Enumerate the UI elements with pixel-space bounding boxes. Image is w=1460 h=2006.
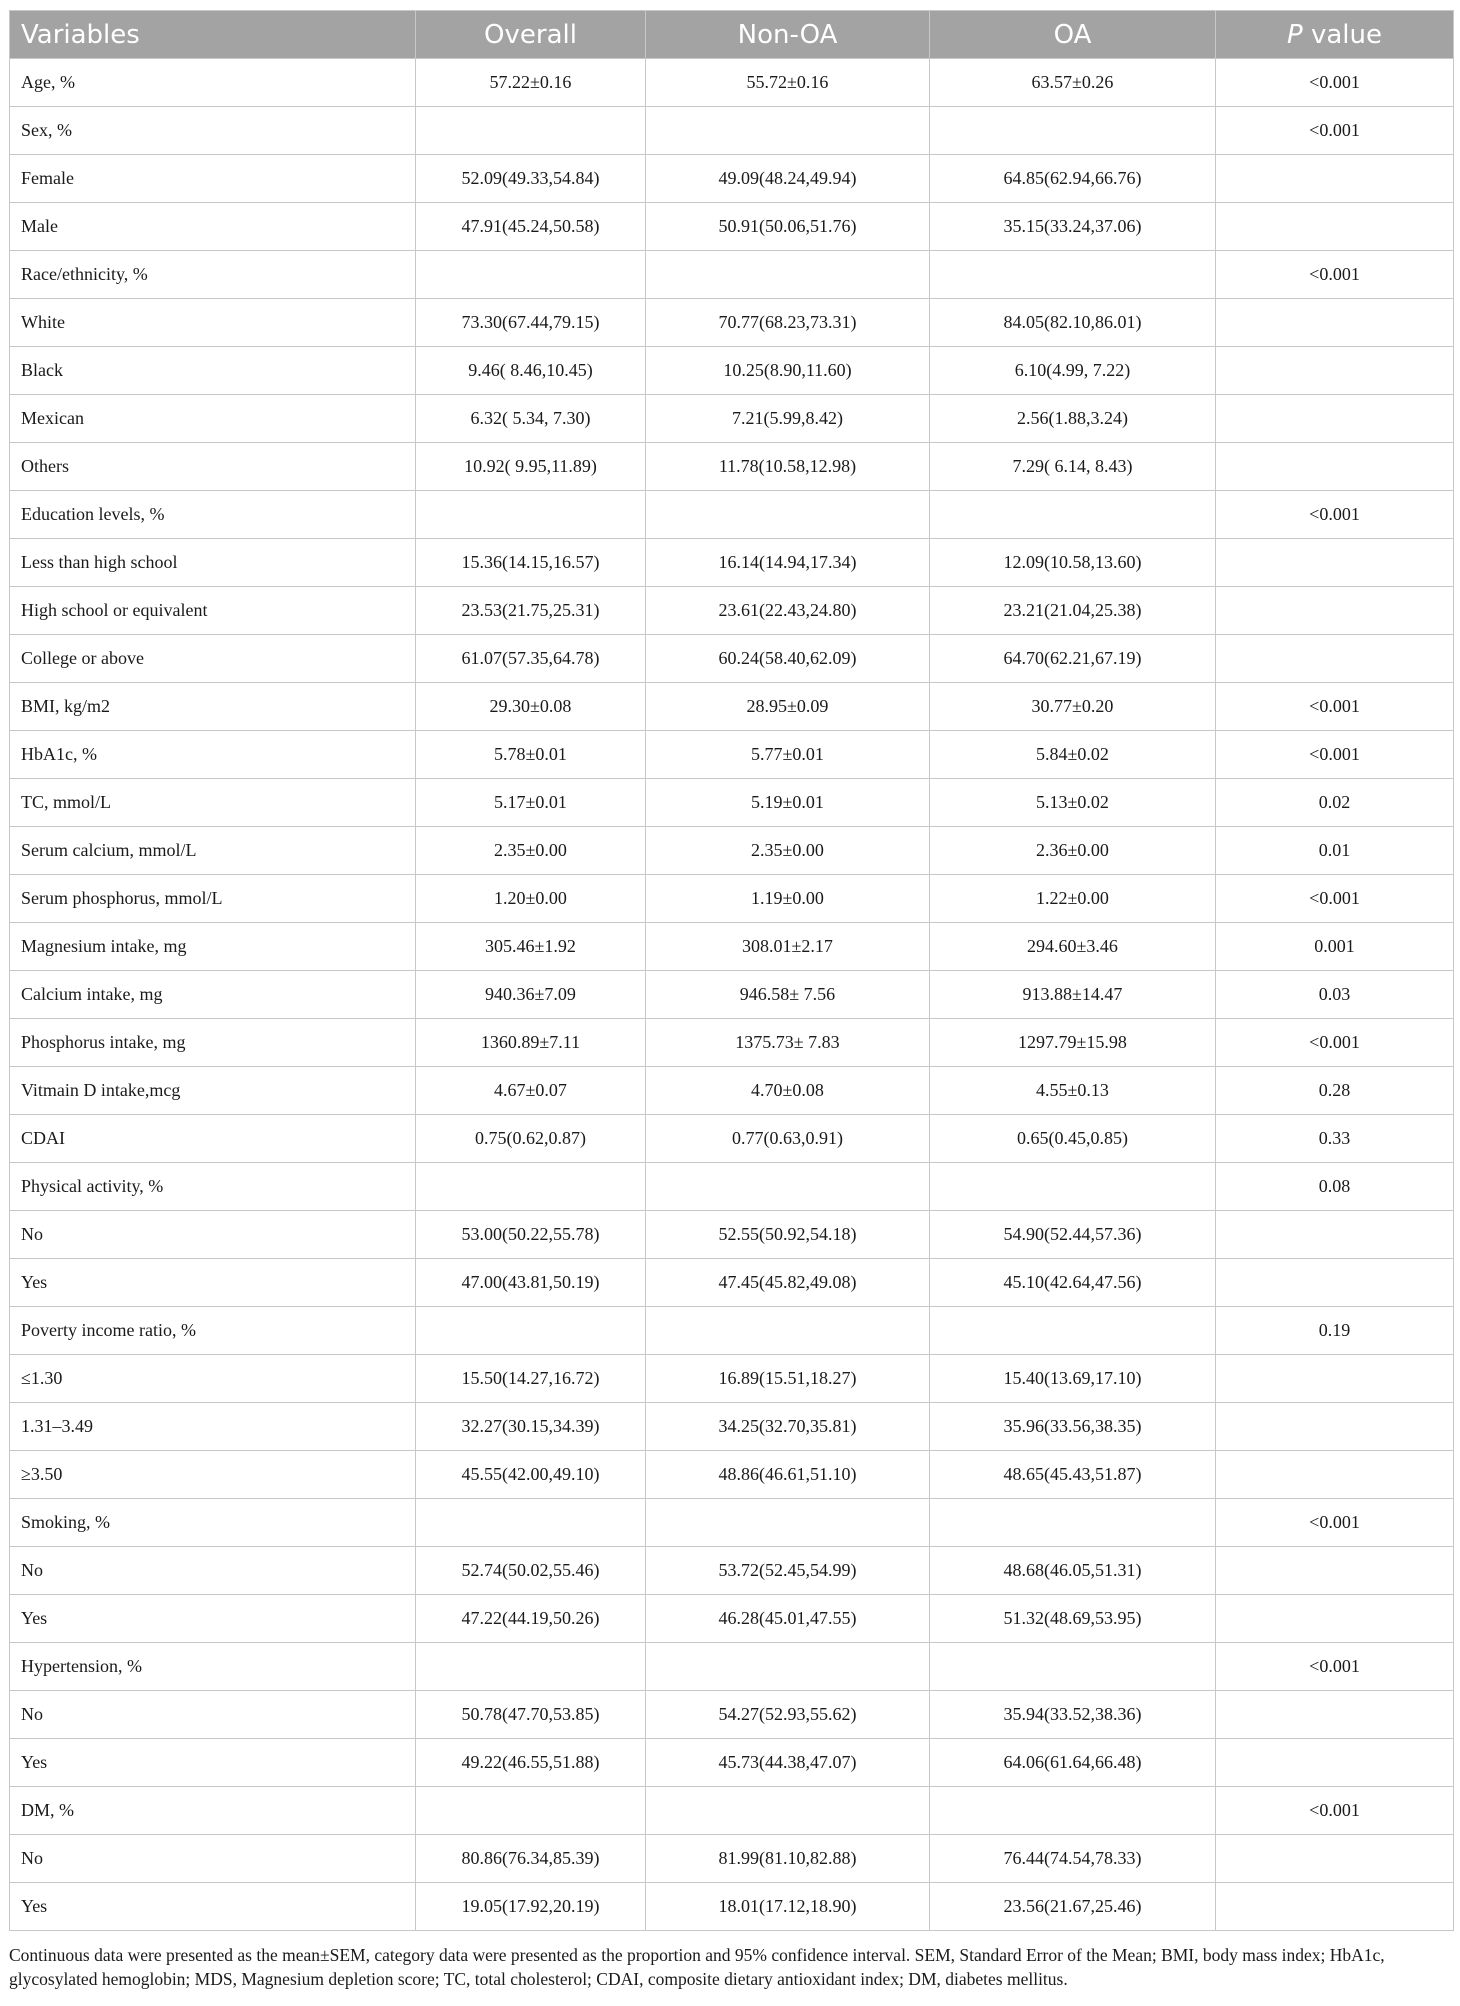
cell-overall: 52.74(50.02,55.46) [416, 1547, 646, 1595]
cell-p-value: <0.001 [1216, 1019, 1454, 1067]
table-row [10, 107, 1454, 155]
cell-non-oa [646, 1307, 930, 1355]
cell-p-value [1216, 443, 1454, 491]
table-row [10, 971, 1454, 1019]
cell-overall [416, 107, 646, 155]
cell-overall: 52.09(49.33,54.84) [416, 155, 646, 203]
cell-variable: No [10, 1211, 416, 1259]
cell-non-oa: 7.21(5.99,8.42) [646, 395, 930, 443]
cell-non-oa: 81.99(81.10,82.88) [646, 1835, 930, 1883]
table-row [10, 203, 1454, 251]
cell-non-oa: 16.89(15.51,18.27) [646, 1355, 930, 1403]
cell-oa [930, 1643, 1216, 1691]
header-oa: OA [930, 11, 1216, 59]
cell-variable: TC, mmol/L [10, 779, 416, 827]
cell-variable: Less than high school [10, 539, 416, 587]
cell-oa: 63.57±0.26 [930, 59, 1216, 107]
cell-p-value: <0.001 [1216, 59, 1454, 107]
cell-variable: Hypertension, % [10, 1643, 416, 1691]
cell-overall: 23.53(21.75,25.31) [416, 587, 646, 635]
cell-non-oa: 34.25(32.70,35.81) [646, 1403, 930, 1451]
cell-overall: 29.30±0.08 [416, 683, 646, 731]
cell-variable: Mexican [10, 395, 416, 443]
cell-overall [416, 251, 646, 299]
cell-oa: 35.94(33.52,38.36) [930, 1691, 1216, 1739]
cell-non-oa: 52.55(50.92,54.18) [646, 1211, 930, 1259]
cell-p-value [1216, 1835, 1454, 1883]
table-row [10, 1595, 1454, 1643]
cell-p-value [1216, 347, 1454, 395]
cell-oa: 5.13±0.02 [930, 779, 1216, 827]
table-row [10, 683, 1454, 731]
cell-p-value [1216, 299, 1454, 347]
cell-non-oa: 10.25(8.90,11.60) [646, 347, 930, 395]
cell-p-value: 0.02 [1216, 779, 1454, 827]
cell-p-value [1216, 1595, 1454, 1643]
cell-p-value: 0.28 [1216, 1067, 1454, 1115]
cell-variable: Poverty income ratio, % [10, 1307, 416, 1355]
cell-overall: 50.78(47.70,53.85) [416, 1691, 646, 1739]
table-row [10, 1787, 1454, 1835]
baseline-characteristics-table [9, 10, 1454, 1931]
cell-oa: 1297.79±15.98 [930, 1019, 1216, 1067]
cell-variable: Sex, % [10, 107, 416, 155]
table-row [10, 155, 1454, 203]
cell-variable: Phosphorus intake, mg [10, 1019, 416, 1067]
cell-overall: 47.22(44.19,50.26) [416, 1595, 646, 1643]
cell-non-oa: 70.77(68.23,73.31) [646, 299, 930, 347]
cell-non-oa: 60.24(58.40,62.09) [646, 635, 930, 683]
cell-oa: 7.29( 6.14, 8.43) [930, 443, 1216, 491]
cell-non-oa [646, 1643, 930, 1691]
cell-variable: No [10, 1547, 416, 1595]
cell-p-value: 0.001 [1216, 923, 1454, 971]
table-row [10, 1643, 1454, 1691]
cell-non-oa [646, 251, 930, 299]
cell-overall: 15.50(14.27,16.72) [416, 1355, 646, 1403]
cell-p-value: <0.001 [1216, 731, 1454, 779]
cell-non-oa [646, 1787, 930, 1835]
cell-oa: 2.36±0.00 [930, 827, 1216, 875]
cell-oa: 1.22±0.00 [930, 875, 1216, 923]
header-p-letter: P [1287, 19, 1303, 50]
table-row [10, 347, 1454, 395]
cell-non-oa: 308.01±2.17 [646, 923, 930, 971]
cell-p-value: <0.001 [1216, 251, 1454, 299]
cell-p-value: <0.001 [1216, 107, 1454, 155]
header-p-value [1216, 11, 1454, 59]
cell-overall [416, 1787, 646, 1835]
cell-overall: 4.67±0.07 [416, 1067, 646, 1115]
cell-p-value: <0.001 [1216, 1643, 1454, 1691]
table-row [10, 923, 1454, 971]
cell-overall: 57.22±0.16 [416, 59, 646, 107]
cell-non-oa: 54.27(52.93,55.62) [646, 1691, 930, 1739]
table-row [10, 875, 1454, 923]
cell-oa [930, 1307, 1216, 1355]
cell-oa: 76.44(74.54,78.33) [930, 1835, 1216, 1883]
table-row [10, 299, 1454, 347]
cell-non-oa: 5.19±0.01 [646, 779, 930, 827]
cell-oa [930, 251, 1216, 299]
cell-non-oa: 5.77±0.01 [646, 731, 930, 779]
table-container [9, 10, 1453, 1991]
cell-oa: 54.90(52.44,57.36) [930, 1211, 1216, 1259]
cell-variable: Yes [10, 1595, 416, 1643]
cell-non-oa [646, 1163, 930, 1211]
cell-non-oa: 1.19±0.00 [646, 875, 930, 923]
table-row [10, 1067, 1454, 1115]
cell-non-oa: 16.14(14.94,17.34) [646, 539, 930, 587]
cell-variable: Yes [10, 1883, 416, 1931]
cell-oa: 23.56(21.67,25.46) [930, 1883, 1216, 1931]
cell-variable: Serum calcium, mmol/L [10, 827, 416, 875]
cell-p-value [1216, 203, 1454, 251]
cell-variable: High school or equivalent [10, 587, 416, 635]
table-row [10, 251, 1454, 299]
table-row [10, 1355, 1454, 1403]
cell-p-value [1216, 1739, 1454, 1787]
cell-non-oa: 48.86(46.61,51.10) [646, 1451, 930, 1499]
cell-variable: Age, % [10, 59, 416, 107]
cell-variable: Magnesium intake, mg [10, 923, 416, 971]
table-row [10, 1307, 1454, 1355]
cell-variable: Others [10, 443, 416, 491]
cell-p-value: <0.001 [1216, 491, 1454, 539]
cell-variable: CDAI [10, 1115, 416, 1163]
cell-overall: 53.00(50.22,55.78) [416, 1211, 646, 1259]
cell-variable: White [10, 299, 416, 347]
header-non-oa: Non-OA [646, 11, 930, 59]
cell-oa: 2.56(1.88,3.24) [930, 395, 1216, 443]
cell-oa: 15.40(13.69,17.10) [930, 1355, 1216, 1403]
cell-non-oa: 47.45(45.82,49.08) [646, 1259, 930, 1307]
cell-p-value: 0.01 [1216, 827, 1454, 875]
table-row [10, 1211, 1454, 1259]
cell-oa [930, 107, 1216, 155]
table-row [10, 779, 1454, 827]
cell-non-oa [646, 107, 930, 155]
cell-variable: Female [10, 155, 416, 203]
cell-variable: No [10, 1835, 416, 1883]
cell-oa: 45.10(42.64,47.56) [930, 1259, 1216, 1307]
table-row [10, 1883, 1454, 1931]
cell-overall: 6.32( 5.34, 7.30) [416, 395, 646, 443]
cell-variable: DM, % [10, 1787, 416, 1835]
table-row [10, 443, 1454, 491]
cell-overall: 0.75(0.62,0.87) [416, 1115, 646, 1163]
table-row [10, 1019, 1454, 1067]
cell-p-value [1216, 155, 1454, 203]
cell-non-oa: 55.72±0.16 [646, 59, 930, 107]
cell-oa: 64.06(61.64,66.48) [930, 1739, 1216, 1787]
cell-variable: 1.31–3.49 [10, 1403, 416, 1451]
table-row [10, 1163, 1454, 1211]
cell-p-value [1216, 587, 1454, 635]
cell-overall: 73.30(67.44,79.15) [416, 299, 646, 347]
cell-variable: Education levels, % [10, 491, 416, 539]
cell-non-oa: 46.28(45.01,47.55) [646, 1595, 930, 1643]
cell-p-value [1216, 395, 1454, 443]
header-overall: Overall [416, 11, 646, 59]
cell-oa: 35.96(33.56,38.35) [930, 1403, 1216, 1451]
cell-p-value: 0.03 [1216, 971, 1454, 1019]
table-row [10, 1451, 1454, 1499]
table-row [10, 1499, 1454, 1547]
cell-p-value [1216, 1451, 1454, 1499]
cell-overall: 15.36(14.15,16.57) [416, 539, 646, 587]
cell-variable: HbA1c, % [10, 731, 416, 779]
cell-oa: 35.15(33.24,37.06) [930, 203, 1216, 251]
cell-variable: Vitmain D intake,mcg [10, 1067, 416, 1115]
cell-variable: Race/ethnicity, % [10, 251, 416, 299]
cell-oa: 48.68(46.05,51.31) [930, 1547, 1216, 1595]
header-p-word: value [1310, 19, 1382, 50]
cell-non-oa: 49.09(48.24,49.94) [646, 155, 930, 203]
cell-p-value [1216, 1259, 1454, 1307]
cell-non-oa: 18.01(17.12,18.90) [646, 1883, 930, 1931]
cell-variable: Yes [10, 1259, 416, 1307]
cell-overall [416, 491, 646, 539]
cell-variable: Calcium intake, mg [10, 971, 416, 1019]
cell-variable: Black [10, 347, 416, 395]
cell-variable: College or above [10, 635, 416, 683]
cell-oa: 64.70(62.21,67.19) [930, 635, 1216, 683]
cell-overall: 47.00(43.81,50.19) [416, 1259, 646, 1307]
cell-oa: 23.21(21.04,25.38) [930, 587, 1216, 635]
table-row [10, 1403, 1454, 1451]
cell-oa: 12.09(10.58,13.60) [930, 539, 1216, 587]
cell-non-oa: 2.35±0.00 [646, 827, 930, 875]
cell-overall [416, 1643, 646, 1691]
cell-overall: 5.78±0.01 [416, 731, 646, 779]
table-row [10, 539, 1454, 587]
table-row [10, 1691, 1454, 1739]
cell-variable: Serum phosphorus, mmol/L [10, 875, 416, 923]
cell-variable: ≥3.50 [10, 1451, 416, 1499]
cell-overall: 61.07(57.35,64.78) [416, 635, 646, 683]
cell-p-value: <0.001 [1216, 875, 1454, 923]
cell-overall [416, 1307, 646, 1355]
cell-variable: BMI, kg/m2 [10, 683, 416, 731]
table-row [10, 635, 1454, 683]
cell-non-oa: 4.70±0.08 [646, 1067, 930, 1115]
cell-p-value: 0.08 [1216, 1163, 1454, 1211]
cell-p-value: <0.001 [1216, 1499, 1454, 1547]
cell-overall: 1360.89±7.11 [416, 1019, 646, 1067]
cell-non-oa: 50.91(50.06,51.76) [646, 203, 930, 251]
cell-p-value: 0.33 [1216, 1115, 1454, 1163]
cell-p-value [1216, 635, 1454, 683]
cell-variable: Smoking, % [10, 1499, 416, 1547]
table-footnote: Continuous data were presented as the mean±SEM, category data were presented as the proportion and 95% confidence interval. SEM, Standard Error of the Mean; BMI, body mass index; HbA1c, glycosylated hemoglobin; MDS, Magnesium depletion score; TC, total cholesterol; CDAI, composite dietary antioxidant index; DM, diabetes mellitus. [9, 1945, 1385, 1989]
table-row [10, 1259, 1454, 1307]
cell-oa [930, 1787, 1216, 1835]
cell-overall: 49.22(46.55,51.88) [416, 1739, 646, 1787]
cell-p-value [1216, 1355, 1454, 1403]
cell-oa: 64.85(62.94,66.76) [930, 155, 1216, 203]
cell-non-oa: 1375.73± 7.83 [646, 1019, 930, 1067]
table-row [10, 491, 1454, 539]
cell-variable: Physical activity, % [10, 1163, 416, 1211]
cell-oa: 913.88±14.47 [930, 971, 1216, 1019]
cell-non-oa [646, 1499, 930, 1547]
cell-overall: 940.36±7.09 [416, 971, 646, 1019]
table-row [10, 395, 1454, 443]
cell-oa: 6.10(4.99, 7.22) [930, 347, 1216, 395]
cell-p-value: 0.19 [1216, 1307, 1454, 1355]
cell-variable: No [10, 1691, 416, 1739]
cell-p-value [1216, 1883, 1454, 1931]
table-row [10, 1547, 1454, 1595]
cell-p-value [1216, 1403, 1454, 1451]
cell-oa: 294.60±3.46 [930, 923, 1216, 971]
cell-non-oa: 11.78(10.58,12.98) [646, 443, 930, 491]
cell-overall [416, 1499, 646, 1547]
cell-variable: Yes [10, 1739, 416, 1787]
cell-non-oa: 53.72(52.45,54.99) [646, 1547, 930, 1595]
cell-oa: 51.32(48.69,53.95) [930, 1595, 1216, 1643]
cell-overall: 305.46±1.92 [416, 923, 646, 971]
cell-p-value [1216, 1691, 1454, 1739]
cell-non-oa: 946.58± 7.56 [646, 971, 930, 1019]
cell-overall: 80.86(76.34,85.39) [416, 1835, 646, 1883]
cell-overall: 5.17±0.01 [416, 779, 646, 827]
cell-overall: 47.91(45.24,50.58) [416, 203, 646, 251]
table-body [10, 59, 1454, 1931]
table-header [10, 11, 1454, 59]
cell-oa [930, 1163, 1216, 1211]
table-row [10, 59, 1454, 107]
cell-p-value: <0.001 [1216, 683, 1454, 731]
cell-oa: 30.77±0.20 [930, 683, 1216, 731]
cell-variable: Male [10, 203, 416, 251]
cell-p-value [1216, 1547, 1454, 1595]
cell-non-oa: 23.61(22.43,24.80) [646, 587, 930, 635]
cell-non-oa: 28.95±0.09 [646, 683, 930, 731]
cell-p-value [1216, 1211, 1454, 1259]
cell-non-oa [646, 491, 930, 539]
cell-p-value [1216, 539, 1454, 587]
table-row [10, 1115, 1454, 1163]
table-row [10, 827, 1454, 875]
cell-oa: 4.55±0.13 [930, 1067, 1216, 1115]
cell-overall: 1.20±0.00 [416, 875, 646, 923]
cell-oa: 5.84±0.02 [930, 731, 1216, 779]
cell-oa [930, 491, 1216, 539]
cell-non-oa: 0.77(0.63,0.91) [646, 1115, 930, 1163]
cell-overall [416, 1163, 646, 1211]
cell-overall: 2.35±0.00 [416, 827, 646, 875]
cell-variable: ≤1.30 [10, 1355, 416, 1403]
cell-overall: 32.27(30.15,34.39) [416, 1403, 646, 1451]
table-row [10, 1739, 1454, 1787]
table-row [10, 1835, 1454, 1883]
cell-overall: 19.05(17.92,20.19) [416, 1883, 646, 1931]
cell-overall: 9.46( 8.46,10.45) [416, 347, 646, 395]
cell-p-value: <0.001 [1216, 1787, 1454, 1835]
cell-oa [930, 1499, 1216, 1547]
cell-oa: 48.65(45.43,51.87) [930, 1451, 1216, 1499]
cell-overall: 10.92( 9.95,11.89) [416, 443, 646, 491]
header-variables: Variables [10, 11, 416, 59]
table-row [10, 731, 1454, 779]
cell-oa: 84.05(82.10,86.01) [930, 299, 1216, 347]
table-row [10, 587, 1454, 635]
cell-non-oa: 45.73(44.38,47.07) [646, 1739, 930, 1787]
header-row [10, 11, 1454, 59]
cell-oa: 0.65(0.45,0.85) [930, 1115, 1216, 1163]
cell-overall: 45.55(42.00,49.10) [416, 1451, 646, 1499]
